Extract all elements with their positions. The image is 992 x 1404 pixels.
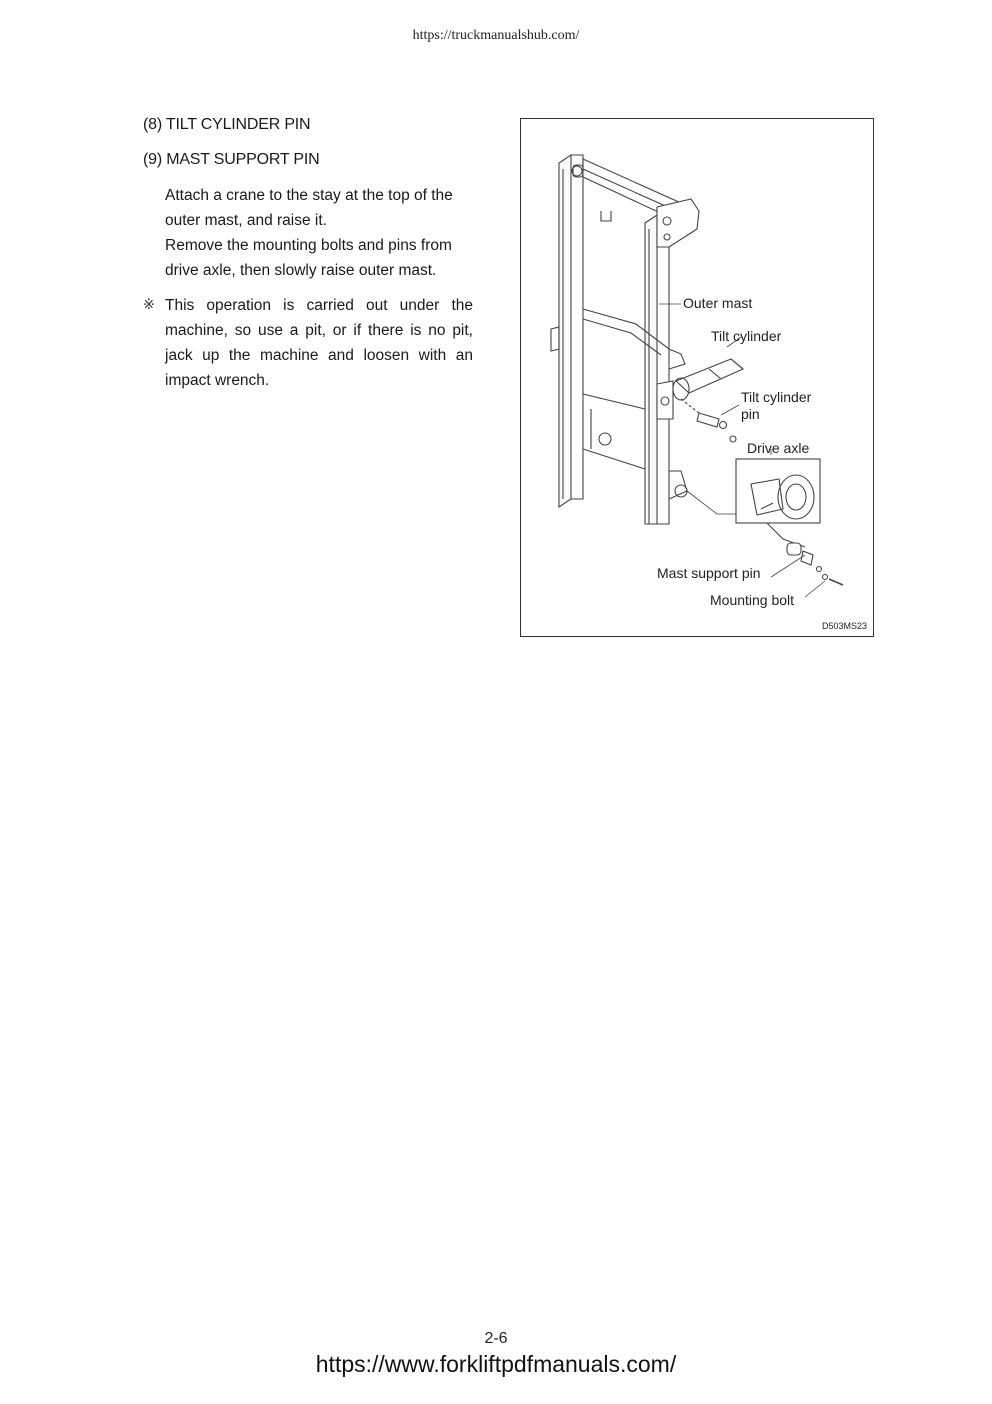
label-tilt-cylinder-pin-line1: Tilt cylinder — [741, 389, 812, 405]
label-outer-mast: Outer mast — [683, 295, 753, 311]
figure-code: D503MS23 — [821, 621, 867, 631]
label-drive-axle: Drive axle — [747, 440, 810, 456]
label-tilt-cylinder-pin-line2: pin — [741, 406, 760, 422]
label-tilt-cylinder: Tilt cylinder — [711, 328, 782, 344]
heading-tilt-cylinder-pin: (8) TILT CYLINDER PIN — [143, 116, 311, 133]
label-mast-support-pin: Mast support pin — [657, 565, 761, 581]
heading-mast-support-pin: (9) MAST SUPPORT PIN — [143, 151, 320, 168]
header-url: https://truckmanualshub.com/ — [412, 28, 580, 43]
note-symbol: ※ — [143, 296, 155, 312]
footer-url: https://www.forkliftpdfmanuals.com/ — [315, 1351, 677, 1377]
label-mounting-bolt: Mounting bolt — [710, 592, 795, 608]
mast-removal-figure — [520, 118, 874, 637]
page-number: 2-6 — [484, 1330, 508, 1347]
instructions — [165, 183, 473, 283]
mast-drawing — [521, 119, 875, 638]
note-text: This operation is carried out under the machine, so use a pit, or if there is no pit, jack up the machine and loosen with an impact wrench. — [165, 297, 473, 389]
step-2-text: Remove the mounting bolts and pins from drive axle, then slowly raise outer mast. — [165, 237, 452, 279]
step-1-text: Attach a crane to the stay at the top of the outer mast, and raise it. — [165, 187, 453, 229]
